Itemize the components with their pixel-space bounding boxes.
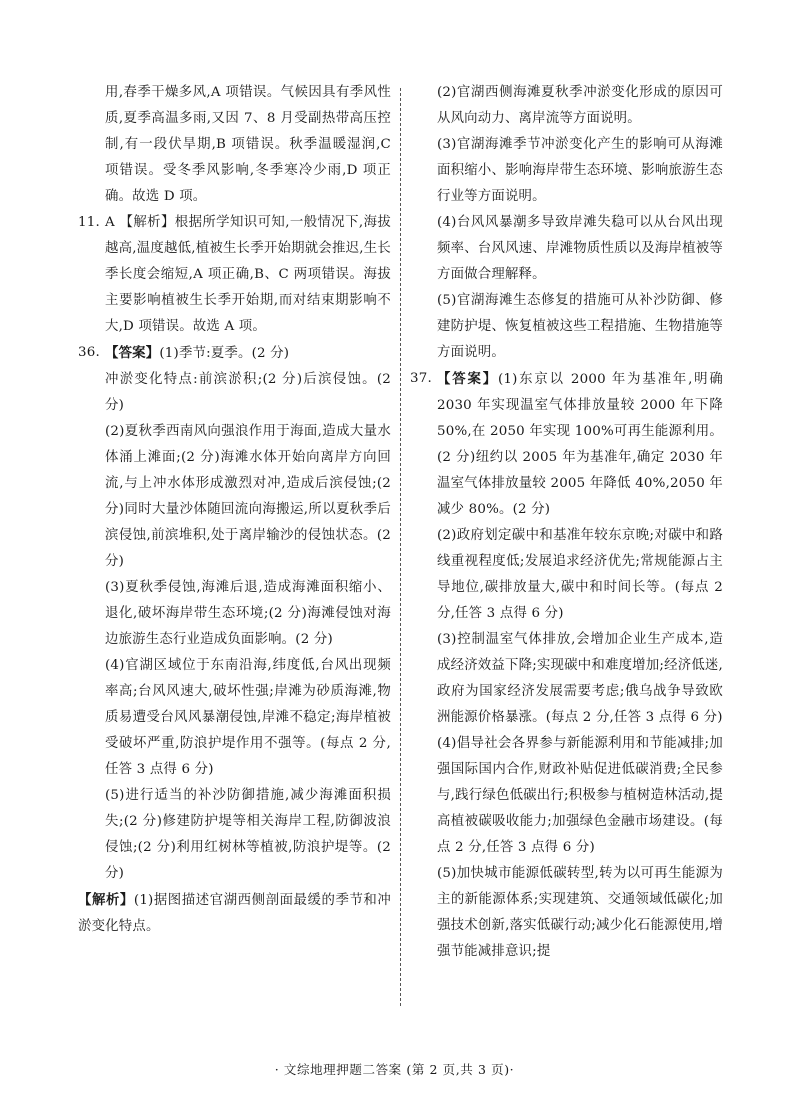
column-divider [400, 88, 401, 1006]
question-11 [78, 210, 391, 340]
analysis-tag: 【解析】 [78, 892, 134, 908]
question-number: 36. [78, 345, 100, 360]
analysis-part-1: 【解析】(1)据图描述官湖西侧剖面最缓的季节和冲淤变化特点。 [78, 892, 391, 934]
analysis-part-2: (2)官湖西侧海滩夏秋季冲淤变化形成的原因可从风向动力、离岸流等方面说明。 [437, 85, 723, 126]
answer-part-1: 【答案】(1)季节:夏季。(2 分) [105, 345, 290, 361]
answer-part-3: (3)控制温室气体排放,会增加企业生产成本,造成经济效益下降;实现碳中和难度增加;经济低迷,政府为国家经济发展需要考虑;俄乌战争导致欧洲能源价格暴涨。(每点 2 分,任答 3 点得 6 分) [437, 632, 723, 725]
continued-answer [78, 80, 391, 210]
question-36 [78, 340, 391, 887]
answer-part-4: (4)倡导社会各界参与新能源利用和节能减排;加强国际国内合作,财政补贴促进低碳消费;全民参与,践行绿色低碳出行;积极参与植树造林活动,提高植被碳吸收能力;加强绿色金融市场建设。(每点 2 分,任答 3 点得 6 分) [437, 736, 723, 855]
analysis-part-4: (4)台风风暴潮多导致岸滩失稳可以从台风出现频率、台风风速、岸滩物质性质以及海岸植被等方面做合理解释。 [437, 215, 723, 282]
analysis-36-continued [410, 80, 723, 366]
answer-part-2: (2)夏秋季西南风向强浪作用于海面,造成大量水体涌上滩面;(2 分)海滩水体开始向离岸方向回流,与上冲水体形成激烈对冲,造成后滨侵蚀;(2 分)同时大量沙体随回流向海搬运,所以夏秋季后滨侵蚀,前滨堆积,处于离岸输沙的侵蚀状态。(2 分) [105, 424, 391, 569]
question-number: 37. [410, 371, 432, 386]
answer-part-2: (2)政府划定碳中和基准年较东京晚;对碳中和路线重视程度低;发展追求经济优先;常规能源占主导地位,碳排放量大,碳中和时间长等。(每点 2 分,任答 3 点得 6 分) [437, 528, 723, 621]
question-37 [410, 366, 723, 965]
answer-part-4: (4)官湖区域位于东南沿海,纬度低,台风出现频率高;台风风速大,破坏性强;岸滩为砂质海滩,物质易遭受台风风暴潮侵蚀,岸滩不稳定;海岸植被受破坏严重,防浪护堤作用不强等。(每点 2 分,任答 3 点得 6 分) [105, 658, 391, 777]
left-column [78, 80, 391, 940]
answer-tag: 【答案】 [105, 345, 160, 361]
right-column [410, 80, 723, 965]
analysis-part-5: (5)官湖海滩生态修复的措施可从补沙防御、修建防护堤、恢复植被这些工程措施、生物措施等方面说明。 [437, 293, 723, 360]
answer-part-5: (5)进行适当的补沙防御措施,减少海滩面积损失;(2 分)修建防护堤等相关海岸工程,防御波浪侵蚀;(2 分)利用红树林等植被,防浪护堤等。(2 分) [105, 788, 391, 881]
answer-part-5: (5)加快城市能源低碳转型,转为以可再生能源为主的新能源体系;实现建筑、交通领域低碳化;加强技术创新,落实低碳行动;减少化石能源使用,增强节能减排意识;提 [437, 866, 723, 959]
answer-part-1b: 冲淤变化特点:前滨淤积;(2 分)后滨侵蚀。(2 分) [105, 372, 391, 413]
question-number: 11. [78, 215, 100, 230]
answer-tag: 【答案】 [437, 371, 498, 387]
analysis-36 [78, 887, 391, 940]
answer-part-3: (3)夏秋季侵蚀,海滩后退,造成海滩面积缩小、退化,破坏海岸带生态环境;(2 分)海滩侵蚀对海边旅游生态行业造成负面影响。(2 分) [105, 580, 391, 647]
answer-part-1: 【答案】(1)东京以 2000 年为基准年,明确 2030 年实现温室气体排放量较 2000 年下降 50%,在 2050 年实现 100%可再生能源利用。(2 分)纽约以 2005 年为基准年,确定 2030 年温室气体排放量较 2005 年降低 40%,2050 年减少 80%。(2 分) [437, 371, 723, 517]
question-11-text: A 【解析】根据所学知识可知,一般情况下,海拔越高,温度越低,植被生长季开始期就会推迟,生长季长度会缩短,A 项正确,B、C 两项错误。海拔主要影响植被生长季开始期,而对结束期影响不大,D 项错误。故选 A 项。 [105, 215, 391, 334]
page-footer: · 文综地理押题二答案 (第 2 页,共 3 页)· [274, 1062, 515, 1077]
analysis-part-3: (3)官湖海滩季节冲淤变化产生的影响可从海滩面积缩小、影响海岸带生态环境、影响旅游生态行业等方面说明。 [437, 137, 723, 204]
continued-text: 用,春季干燥多风,A 项错误。气候因具有季风性质,夏季高温多雨,又因 7、8 月受副热带高压控制,有一段伏旱期,B 项错误。秋季温暖湿润,C 项错误。受冬季风影响,冬季寒冷少雨,D 项正确。故选 D 项。 [105, 85, 391, 204]
